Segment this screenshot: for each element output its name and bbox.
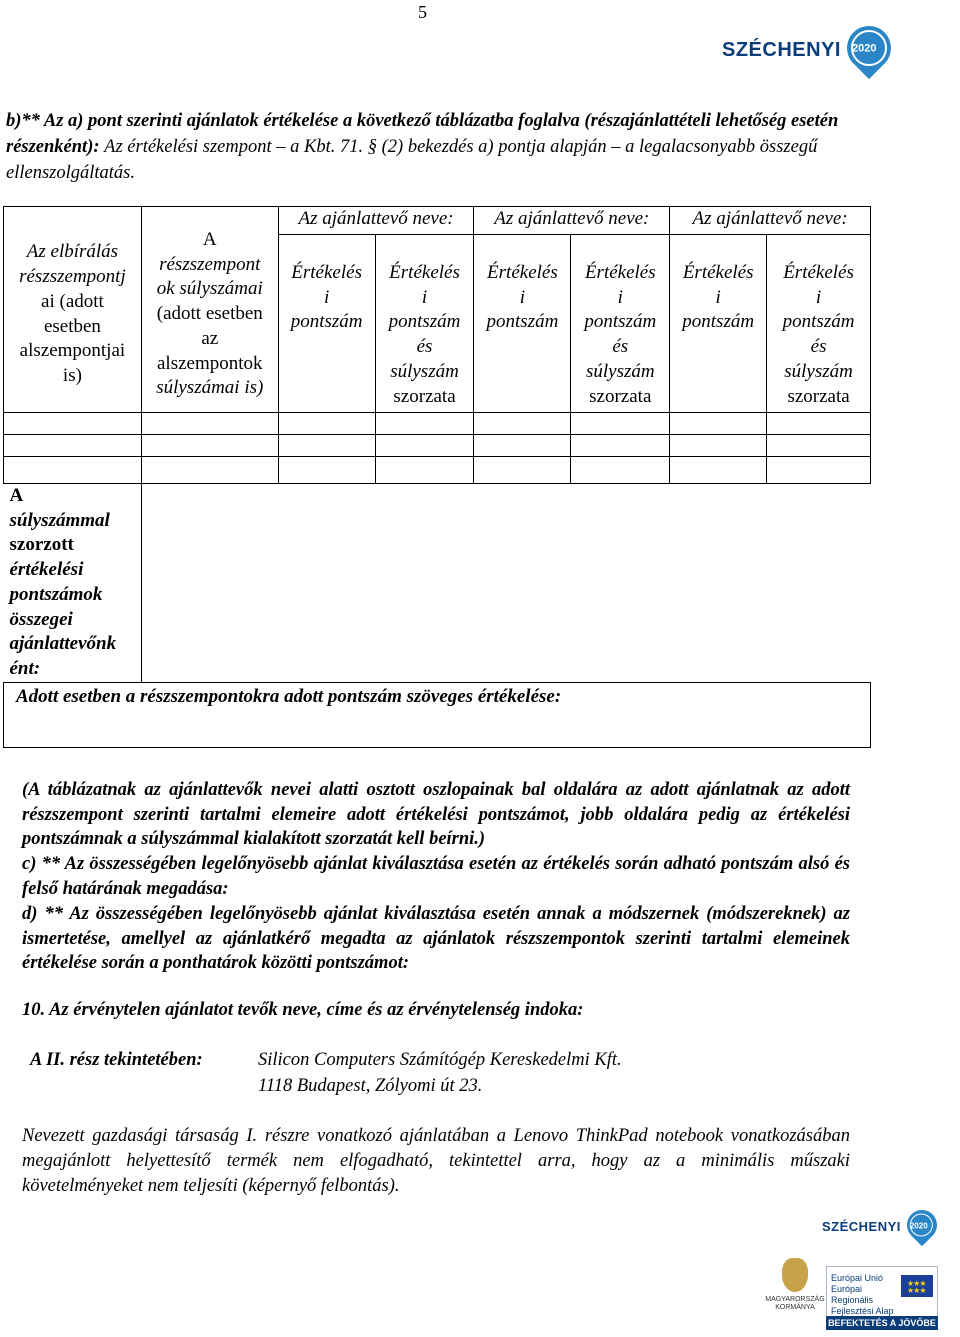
summary-label: A súlyszámmal szorzott értékelési pontszámok összegei ajánlattevőnk ént: xyxy=(4,484,142,683)
government-logo: MAGYARORSZÁG KORMÁNYA xyxy=(764,1258,826,1336)
location-pin-icon xyxy=(838,17,900,79)
bidder-name-header-1: Az ajánlattevő neve: xyxy=(278,207,474,235)
intro-bold: b)** Az a) pont szerinti ajánlatok értékelése a következő táblázatba foglalva (részajánlattételi lehetőség esetén részenként): xyxy=(6,111,839,157)
szechenyi-logo xyxy=(722,30,891,70)
intro-paragraph xyxy=(6,108,852,186)
score-header-1: Értékelés i pontszám xyxy=(278,235,375,413)
coat-of-arms-icon xyxy=(782,1258,808,1292)
invalidity-reason: Nevezett gazdasági társaság I. részre vonatkozó ajánlatában a Lenovo ThinkPad notebook vonatkozásában megajánlott helyettesítő termék nem elfogadható, tekintettel arra, hogy az a minimális műszaki követelményeket nem teljesíti (képernyő felbontás). xyxy=(22,1126,850,1196)
footer-szechenyi-logo xyxy=(822,1212,937,1240)
summary-row xyxy=(4,484,871,683)
logo-text: SZÉCHENYI xyxy=(722,38,841,61)
text-evaluation-field: Adott esetben a részszempontokra adott pontszám szöveges értékelése: xyxy=(4,682,871,747)
criteria-header: Az elbírálás részszempontj ai (adott esetben alszempontjai is) xyxy=(4,207,142,413)
table-row xyxy=(4,435,871,457)
page-number: 5 xyxy=(418,2,427,22)
weighted-header-2: Értékelés i pontszám és súlyszám szorzata xyxy=(571,235,670,413)
score-header-2: Értékelés i pontszám xyxy=(474,235,571,413)
weights-header: A részszempont ok súlyszámai (adott esetben az alszempontok súlyszámai is) xyxy=(141,207,278,413)
score-header-3: Értékelés i pontszám xyxy=(670,235,767,413)
weighted-header-1: Értékelés i pontszám és súlyszám szorzata xyxy=(375,235,474,413)
location-pin-icon: 2020 xyxy=(901,1204,943,1246)
company-name: Silicon Computers Számítógép Kereskedelmi Kft. xyxy=(258,1050,622,1070)
table-note: (A táblázatnak az ajánlattevők nevei alatti osztott oszlopainak bal oldalára az adott ajánlatnak az adott részszempont szerinti tartalmi elemeire adott értékelési pontszámot, jobb oldalára pedig az értékelési pontszámnak a súlyszámmal kialakított szorzatát kell beírni.) xyxy=(22,780,850,850)
footer-logo-text: SZÉCHENYI xyxy=(822,1218,901,1234)
bidder-name-header-3: Az ajánlattevő neve: xyxy=(670,207,871,235)
investment-banner: BEFEKTETÉS A JÖVŐBE xyxy=(826,1316,938,1330)
logo-year: 2020 xyxy=(851,42,877,55)
section-10-heading: 10. Az érvénytelen ajánlatot tevők neve, címe és az érvénytelenség indoka: xyxy=(22,1000,584,1020)
table-row xyxy=(4,457,871,484)
table-row xyxy=(4,413,871,435)
company-address: 1118 Budapest, Zólyomi út 23. xyxy=(258,1076,483,1096)
item-d: d) ** Az összességében legelőnyösebb ajánlat kiválasztása esetén annak a módszernek (módszereknek) az ismertetése, amellyel az ajánlatkérő megadta az ajánlatok részszempontok szerinti tartalmi elemeinek értékelése során a ponthatárok közötti pontszámot: xyxy=(22,904,850,974)
item-c: c) ** Az összességében legelőnyösebb ajánlat kiválasztása esetén az értékelés során adható pontszám alsó és felső határának megadása: xyxy=(22,854,850,899)
bidder-name-header-2: Az ajánlattevő neve: xyxy=(474,207,670,235)
eu-flag-icon: ★★★ ★★★ xyxy=(901,1275,933,1297)
weighted-header-3: Értékelés i pontszám és súlyszám szorzata xyxy=(767,235,871,413)
intro-italic: Az értékelési szempont – a Kbt. 71. § (2) bekezdés a) pontja alapján – a legalacsonyabb összegű ellenszolgáltatás. xyxy=(6,137,818,183)
part-label: A II. rész tekintetében: xyxy=(30,1050,203,1070)
eu-fund-logo: Európai Unió Európai Regionális Fejlesztési Alap ★★★ ★★★ xyxy=(826,1266,938,1318)
evaluation-table xyxy=(3,206,871,748)
